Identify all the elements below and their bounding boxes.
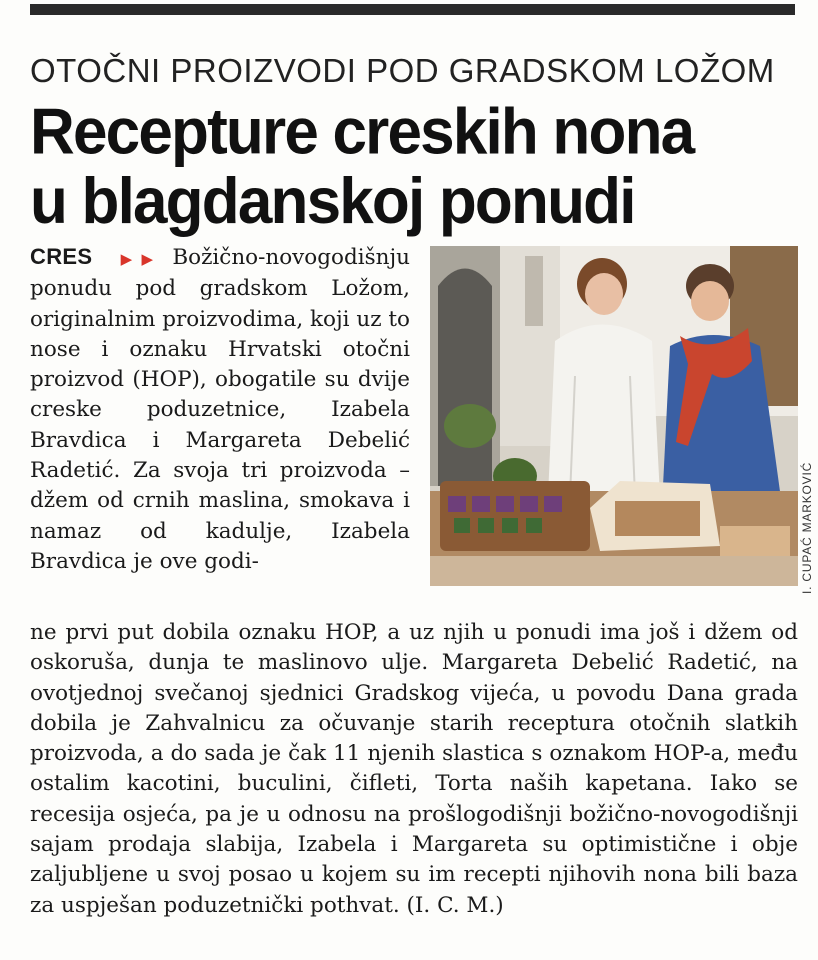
- photo-credit: I. CUPAĆ MARKOVIĆ: [800, 461, 814, 594]
- headline: [30, 95, 810, 238]
- kicker: OTOČNI PROIZVODI POD GRADSKOM LOŽOM: [30, 52, 775, 89]
- dateline: CRES: [30, 244, 93, 269]
- body-text-top: Božično-novogodišnju ponudu pod gradskom Ložom, originalnim proizvodima, koji uz to nose i oznaku Hrvatski otočni proizvod (HOP), obogatile su dvije creske poduzetnice, Izabela Bravdica i Margareta Debelić Radetić. Za svoja tri proizvoda – džem od crnih maslina, smokava i namaz od kadulje, Izabela Bravdica je ove godi-: [30, 245, 410, 574]
- photo-illustration: [430, 246, 798, 586]
- dateline-arrows-icon: ▶▶: [108, 250, 163, 268]
- article-photo: [430, 246, 798, 586]
- headline-line-2: u blagdanskoj ponudi: [30, 165, 635, 238]
- article-body-bottom: [30, 618, 798, 921]
- article-body-top: [30, 242, 410, 577]
- body-text-bottom: ne prvi put dobila oznaku HOP, a uz njih u ponudi ima još i džem od oskoruša, dunja te maslinovo ulje. Margareta Debelić Radetić, na ovotjednoj svečanoj sjednici Gradskog vijeća, u povodu Dana grada dobila je Zahvalnicu za očuvanje starih receptura otočnih slatkih proizvoda, a do sada je čak 11 njenih slastica s oznakom HOP-a, među ostalim kacotini, buculini, čifleti, Torta naših kapetana. Iako se recesija osjeća, pa je u odnosu na prošlogodišnji božično-novogodišnji sajam prodaja slabija, Izabela i Margareta su optimistične i obje zaljubljene u svoj posao u kojem su im recepti njihovih nona bili baza za uspješan poduzetnički pothvat. (I. C. M.): [30, 620, 798, 918]
- top-rule: [30, 4, 795, 15]
- headline-line-1: Recepture creskih nona: [30, 95, 694, 169]
